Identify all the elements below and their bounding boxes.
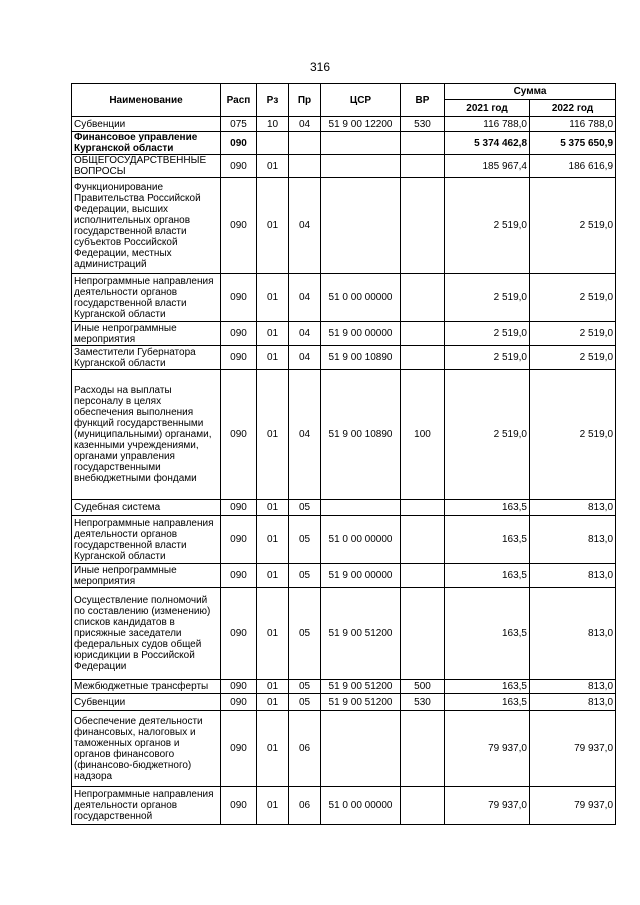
cell-y2021: 163,5 [445, 500, 530, 516]
cell-csr: 51 9 00 51200 [321, 694, 401, 711]
header-2022: 2022 год [530, 100, 616, 117]
cell-y2022: 186 616,9 [530, 155, 616, 178]
cell-rz: 01 [257, 694, 289, 711]
cell-rz: 10 [257, 117, 289, 132]
header-rasp: Расп [221, 84, 257, 117]
cell-vr [401, 787, 445, 825]
cell-name: Субвенции [72, 694, 221, 711]
cell-y2022: 79 937,0 [530, 711, 616, 787]
cell-rz: 01 [257, 274, 289, 322]
cell-pr: 05 [289, 694, 321, 711]
cell-vr: 500 [401, 680, 445, 694]
cell-rz: 01 [257, 322, 289, 346]
cell-pr: 05 [289, 680, 321, 694]
cell-vr [401, 322, 445, 346]
table-row [72, 500, 616, 516]
cell-pr: 05 [289, 588, 321, 680]
cell-csr [321, 500, 401, 516]
cell-y2022: 813,0 [530, 564, 616, 588]
cell-rasp: 090 [221, 787, 257, 825]
cell-y2021: 5 374 462,8 [445, 132, 530, 155]
cell-rasp: 090 [221, 516, 257, 564]
cell-name: Обеспечение деятельности финансовых, налоговых и таможенных органов и органов финансового (финансово-бюджетного) надзора [72, 711, 221, 787]
cell-rasp: 090 [221, 680, 257, 694]
page-number: 316 [309, 60, 331, 74]
cell-pr: 04 [289, 370, 321, 500]
cell-name: Непрограммные направления деятельности органов государственной власти Курганской области [72, 516, 221, 564]
table-row [72, 787, 616, 825]
table-row [72, 346, 616, 370]
cell-y2022: 813,0 [530, 500, 616, 516]
cell-vr [401, 274, 445, 322]
cell-vr [401, 346, 445, 370]
cell-vr [401, 132, 445, 155]
cell-y2021: 2 519,0 [445, 274, 530, 322]
table-row [72, 588, 616, 680]
cell-csr: 51 0 00 00000 [321, 274, 401, 322]
header-2021: 2021 год [445, 100, 530, 117]
header-rz: Рз [257, 84, 289, 117]
cell-y2022: 2 519,0 [530, 322, 616, 346]
cell-y2021: 163,5 [445, 588, 530, 680]
cell-name: Расходы на выплаты персоналу в целях обеспечения выполнения функций государственными (муниципальными) органами, казенными учреждениями, органами управления государственными внебюджетными фондами [72, 370, 221, 500]
header-pr: Пр [289, 84, 321, 117]
cell-rasp: 090 [221, 694, 257, 711]
table-row [72, 178, 616, 274]
header-sum: Сумма [445, 84, 616, 100]
table-row [72, 370, 616, 500]
cell-y2022: 116 788,0 [530, 117, 616, 132]
table-row [72, 117, 616, 132]
cell-name: Непрограммные направления деятельности органов государственной [72, 787, 221, 825]
cell-csr [321, 178, 401, 274]
cell-pr: 04 [289, 322, 321, 346]
cell-csr: 51 9 00 10890 [321, 370, 401, 500]
cell-rz: 01 [257, 564, 289, 588]
cell-y2021: 79 937,0 [445, 787, 530, 825]
cell-name: Межбюджетные трансферты [72, 680, 221, 694]
cell-rasp: 090 [221, 370, 257, 500]
cell-vr [401, 516, 445, 564]
table-row [72, 711, 616, 787]
cell-y2022: 813,0 [530, 588, 616, 680]
cell-rz [257, 132, 289, 155]
cell-rasp: 090 [221, 711, 257, 787]
cell-rz: 01 [257, 178, 289, 274]
cell-rz: 01 [257, 370, 289, 500]
cell-name: ОБЩЕГОСУДАРСТВЕННЫЕ ВОПРОСЫ [72, 155, 221, 178]
cell-name: Финансовое управление Курганской области [72, 132, 221, 155]
cell-vr: 100 [401, 370, 445, 500]
cell-rz: 01 [257, 346, 289, 370]
cell-rasp: 090 [221, 322, 257, 346]
cell-csr [321, 711, 401, 787]
cell-rasp: 090 [221, 155, 257, 178]
table-row [72, 694, 616, 711]
cell-rasp: 090 [221, 178, 257, 274]
cell-vr [401, 564, 445, 588]
cell-pr [289, 132, 321, 155]
cell-rz: 01 [257, 155, 289, 178]
cell-name: Функционирование Правительства Российской Федерации, высших исполнительных органов государственной власти субъектов Российской Федерации, местных администраций [72, 178, 221, 274]
cell-name: Осуществление полномочий по составлению (изменению) списков кандидатов в присяжные заседатели федеральных судов общей юрисдикции в Российской Федерации [72, 588, 221, 680]
cell-csr: 51 9 00 00000 [321, 322, 401, 346]
cell-name: Судебная система [72, 500, 221, 516]
cell-vr [401, 711, 445, 787]
cell-y2022: 79 937,0 [530, 787, 616, 825]
cell-pr: 05 [289, 564, 321, 588]
cell-y2022: 813,0 [530, 694, 616, 711]
cell-pr: 06 [289, 711, 321, 787]
cell-csr: 51 9 00 12200 [321, 117, 401, 132]
cell-y2021: 163,5 [445, 516, 530, 564]
budget-table [71, 83, 616, 825]
cell-csr [321, 132, 401, 155]
cell-vr [401, 178, 445, 274]
cell-rasp: 090 [221, 564, 257, 588]
cell-pr: 06 [289, 787, 321, 825]
cell-y2021: 163,5 [445, 694, 530, 711]
cell-name: Субвенции [72, 117, 221, 132]
cell-y2021: 79 937,0 [445, 711, 530, 787]
cell-vr [401, 588, 445, 680]
cell-csr: 51 9 00 51200 [321, 588, 401, 680]
header-name: Наименование [72, 84, 221, 117]
cell-y2022: 813,0 [530, 680, 616, 694]
cell-y2022: 813,0 [530, 516, 616, 564]
cell-y2021: 163,5 [445, 564, 530, 588]
table-row [72, 516, 616, 564]
cell-rz: 01 [257, 787, 289, 825]
cell-csr [321, 155, 401, 178]
cell-pr [289, 155, 321, 178]
cell-rasp: 075 [221, 117, 257, 132]
cell-csr: 51 9 00 00000 [321, 564, 401, 588]
cell-rz: 01 [257, 680, 289, 694]
cell-rz: 01 [257, 588, 289, 680]
cell-name: Иные непрограммные мероприятия [72, 564, 221, 588]
cell-pr: 05 [289, 516, 321, 564]
table-row [72, 564, 616, 588]
cell-rasp: 090 [221, 274, 257, 322]
cell-rz: 01 [257, 516, 289, 564]
cell-rasp: 090 [221, 588, 257, 680]
cell-csr: 51 9 00 10890 [321, 346, 401, 370]
cell-y2022: 2 519,0 [530, 370, 616, 500]
cell-y2021: 163,5 [445, 680, 530, 694]
cell-pr: 04 [289, 178, 321, 274]
cell-vr [401, 155, 445, 178]
table-row [72, 155, 616, 178]
cell-y2021: 185 967,4 [445, 155, 530, 178]
cell-pr: 04 [289, 117, 321, 132]
header-vr: ВР [401, 84, 445, 117]
cell-y2021: 2 519,0 [445, 346, 530, 370]
cell-vr: 530 [401, 694, 445, 711]
cell-pr: 05 [289, 500, 321, 516]
table-row [72, 322, 616, 346]
cell-y2022: 2 519,0 [530, 346, 616, 370]
cell-rasp: 090 [221, 500, 257, 516]
cell-rasp: 090 [221, 346, 257, 370]
table-row [72, 274, 616, 322]
table-row [72, 680, 616, 694]
cell-name: Иные непрограммные мероприятия [72, 322, 221, 346]
cell-y2022: 2 519,0 [530, 274, 616, 322]
header-csr: ЦСР [321, 84, 401, 117]
cell-y2021: 2 519,0 [445, 322, 530, 346]
cell-name: Непрограммные направления деятельности органов государственной власти Курганской области [72, 274, 221, 322]
cell-y2021: 116 788,0 [445, 117, 530, 132]
cell-y2022: 2 519,0 [530, 178, 616, 274]
cell-rz: 01 [257, 500, 289, 516]
cell-y2022: 5 375 650,9 [530, 132, 616, 155]
cell-y2021: 2 519,0 [445, 178, 530, 274]
cell-vr [401, 500, 445, 516]
cell-csr: 51 0 00 00000 [321, 787, 401, 825]
cell-rz: 01 [257, 711, 289, 787]
cell-vr: 530 [401, 117, 445, 132]
cell-y2021: 2 519,0 [445, 370, 530, 500]
cell-name: Заместители Губернатора Курганской области [72, 346, 221, 370]
table-row [72, 132, 616, 155]
cell-pr: 04 [289, 346, 321, 370]
cell-pr: 04 [289, 274, 321, 322]
cell-csr: 51 0 00 00000 [321, 516, 401, 564]
cell-csr: 51 9 00 51200 [321, 680, 401, 694]
cell-rasp: 090 [221, 132, 257, 155]
